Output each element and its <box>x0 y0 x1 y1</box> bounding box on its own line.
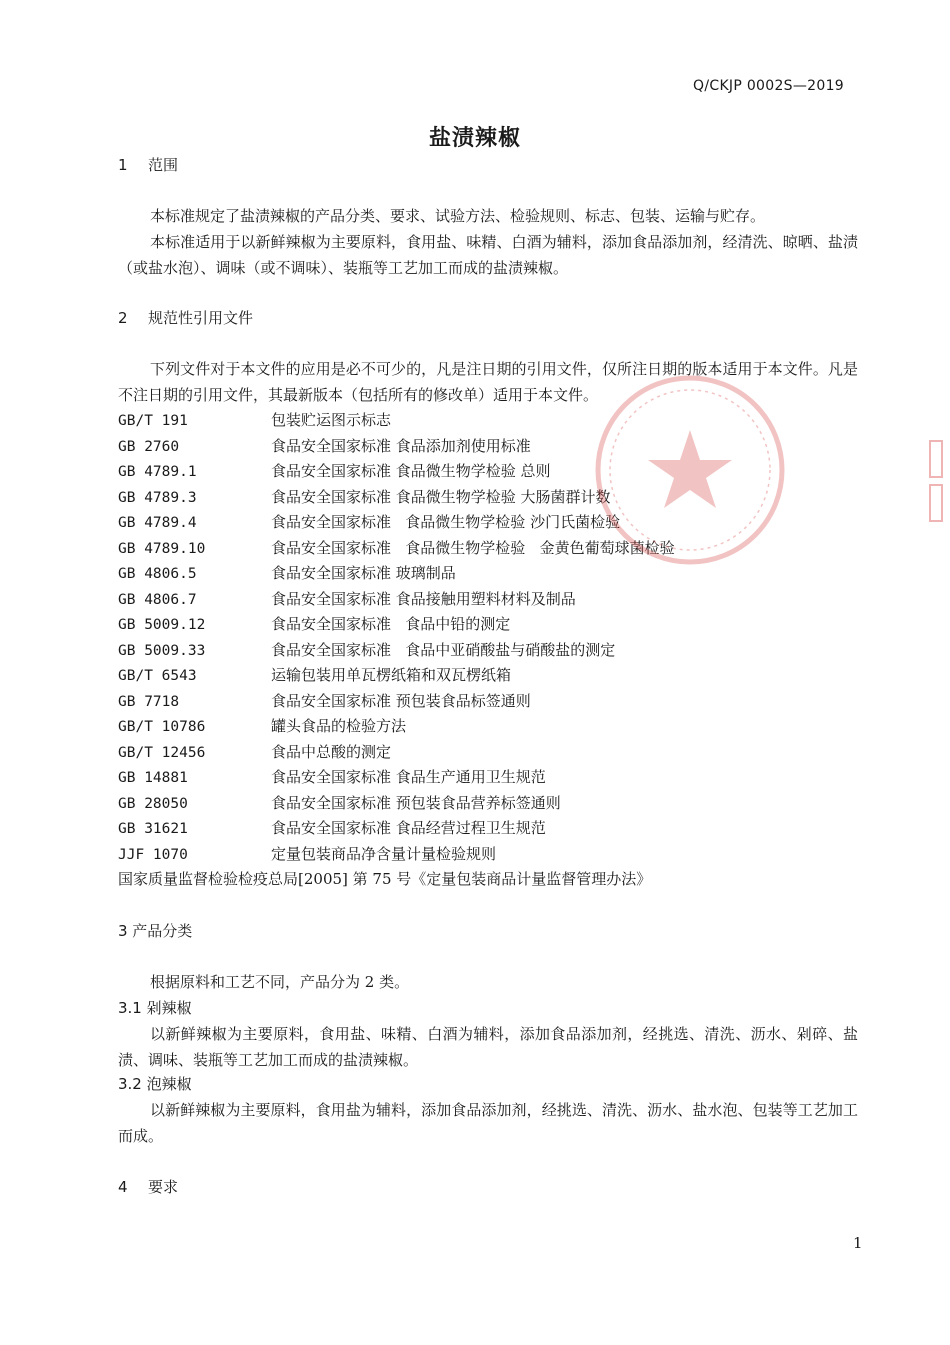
list-item <box>118 842 858 868</box>
company-seal-stamp <box>590 370 790 570</box>
extra-reference: 国家质量监督检验检疫总局[2005] 第 75 号《定量包装商品计量监督管理办法》 <box>118 870 652 888</box>
section-title: 要求 <box>148 1178 179 1196</box>
scope-paragraph-1: 本标准规定了盐渍辣椒的产品分类、要求、试验方法、检验规则、标志、包装、运输与贮存。 <box>150 207 766 225</box>
reference-code: GB 4789.4 <box>118 515 197 531</box>
reference-name: 食品安全国家标准 食品中亚硝酸盐与硝酸盐的测定 <box>271 640 616 659</box>
scope-paragraph-2: 本标准适用于以新鲜辣椒为主要原料，食用盐、味精、白酒为辅料，添加食品添加剂，经清洗、晾晒、盐渍（或盐水泡）、调味（或不调味）、装瓶等工艺加工而成的盐渍辣椒。 <box>118 233 858 277</box>
reference-name: 食品安全国家标准 食品微生物学检验 金黄色葡萄球菌检验 <box>271 538 675 557</box>
reference-code: GB/T 6543 <box>118 668 197 684</box>
reference-name: 食品安全国家标准 预包装食品营养标签通则 <box>271 793 561 812</box>
subsection-3-2-text: 以新鲜辣椒为主要原料，食用盐为辅料，添加食品添加剂，经挑选、清洗、沥水、盐水泡、包装等工艺加工而成。 <box>118 1101 858 1145</box>
reference-code: GB 4806.5 <box>118 566 197 582</box>
reference-code: GB 2760 <box>118 438 180 455</box>
reference-code: GB 28050 <box>118 795 188 812</box>
standard-code: Q/CKJP 0002S—2019 <box>693 78 844 94</box>
section-number: 2 <box>118 309 128 327</box>
section-title: 范围 <box>148 156 179 174</box>
reference-code: GB 5009.33 <box>118 642 206 659</box>
reference-code: GB 5009.12 <box>118 617 206 633</box>
subsection-3-2-heading: 3.2 泡辣椒 <box>118 1075 192 1093</box>
reference-name: 食品安全国家标准 食品中铅的测定 <box>271 615 511 633</box>
list-item <box>118 587 858 613</box>
subsection-3-1-text: 以新鲜辣椒为主要原料，食用盐、味精、白酒为辅料，添加食品添加剂，经挑选、清洗、沥水、剁碎、盐渍、调味、装瓶等工艺加工而成的盐渍辣椒。 <box>118 1025 858 1069</box>
list-item <box>118 663 858 689</box>
list-item <box>118 714 858 740</box>
section-title: 规范性引用文件 <box>148 309 254 327</box>
reference-name: 食品安全国家标准 食品微生物学检验 沙门氏菌检验 <box>271 513 621 531</box>
list-item <box>118 689 858 715</box>
reference-code: GB 4789.1 <box>118 464 197 480</box>
page-number: 1 <box>853 1234 863 1252</box>
reference-name: 包装贮运图示标志 <box>271 411 392 429</box>
reference-code: GB/T 191 <box>118 413 188 429</box>
list-item <box>118 612 858 638</box>
reference-code: GB 31621 <box>118 821 188 837</box>
reference-name: 运输包装用单瓦楞纸箱和双瓦楞纸箱 <box>271 666 512 684</box>
reference-code: GB/T 12456 <box>118 744 206 761</box>
list-item <box>118 740 858 766</box>
list-item <box>118 816 858 842</box>
section-number: 4 <box>118 1178 128 1196</box>
reference-name: 食品安全国家标准 食品生产通用卫生规范 <box>271 768 546 786</box>
reference-code: GB 14881 <box>118 770 188 786</box>
reference-name: 食品中总酸的测定 <box>271 742 392 761</box>
reference-name: 食品安全国家标准 预包装食品标签通则 <box>271 691 531 710</box>
section-number: 1 <box>118 156 128 174</box>
section-4-heading <box>118 1176 178 1197</box>
section-2-heading <box>118 307 253 328</box>
reference-code: GB/T 10786 <box>118 719 206 735</box>
edge-stamp-fragment <box>928 437 944 527</box>
reference-code: GB 7718 <box>118 693 180 710</box>
reference-name: 食品安全国家标准 食品微生物学检验 总则 <box>271 462 551 480</box>
reference-name: 食品安全国家标准 食品接触用塑料材料及制品 <box>271 589 576 608</box>
reference-code: GB 4789.10 <box>118 540 206 557</box>
reference-name: 食品安全国家标准 食品微生物学检验 大肠菌群计数 <box>271 487 611 506</box>
classification-intro: 根据原料和工艺不同，产品分为 2 类。 <box>150 973 410 991</box>
reference-name: 食品安全国家标准 食品经营过程卫生规范 <box>271 819 546 837</box>
section-3-heading: 3 产品分类 <box>118 922 193 940</box>
reference-name: 食品安全国家标准 玻璃制品 <box>271 564 456 582</box>
reference-name: 食品安全国家标准 食品添加剂使用标准 <box>271 436 531 455</box>
list-item <box>118 765 858 791</box>
document-title: 盐渍辣椒 <box>428 126 521 151</box>
reference-code: GB 4789.3 <box>118 489 197 506</box>
reference-name: 定量包装商品净含量计量检验规则 <box>271 844 497 863</box>
section-1-heading <box>118 154 178 175</box>
list-item <box>118 791 858 817</box>
subsection-3-1-heading: 3.1 剁辣椒 <box>118 999 192 1017</box>
reference-code: JJF 1070 <box>118 846 188 863</box>
reference-name: 罐头食品的检验方法 <box>271 717 407 735</box>
references-intro: 下列文件对于本文件的应用是必不可少的，凡是注日期的引用文件，仅所注日期的版本适用于本文件。凡是不注日期的引用文件，其最新版本（包括所有的修改单）适用于本文件。 <box>118 360 858 404</box>
reference-code: GB 4806.7 <box>118 591 197 608</box>
list-item <box>118 638 858 664</box>
